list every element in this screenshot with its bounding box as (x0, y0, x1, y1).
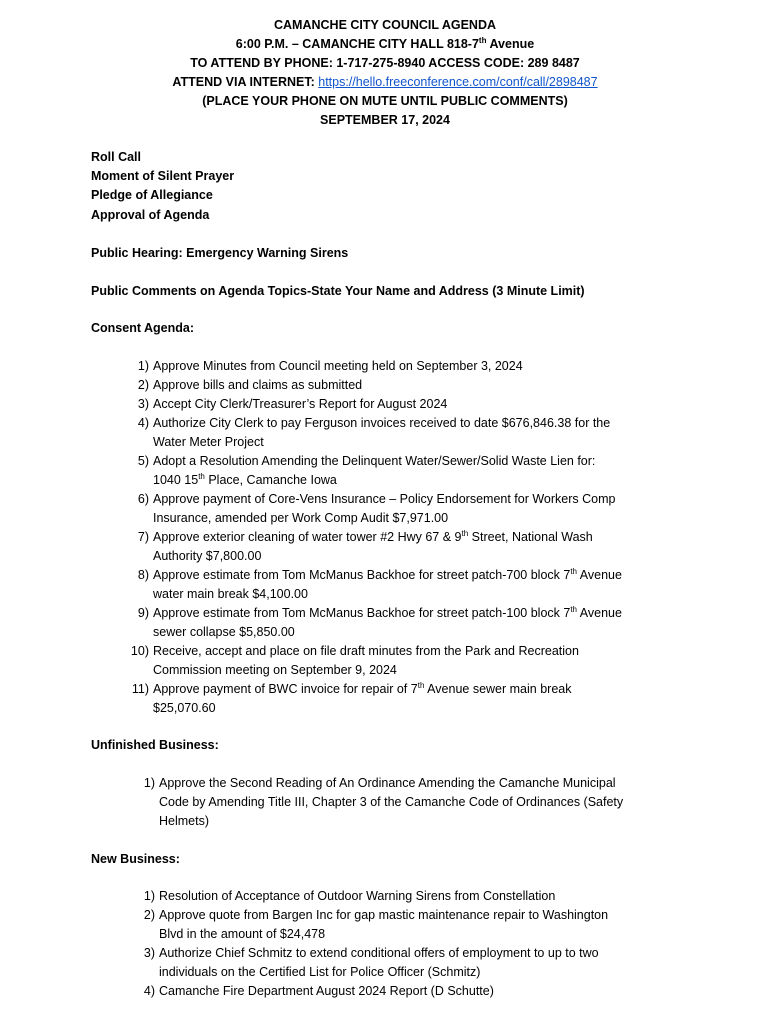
list-item (91, 944, 691, 982)
item-text (159, 944, 691, 982)
item-line: individuals on the Certified List for Police Officer (Schmitz) (159, 965, 481, 979)
list-item (91, 982, 691, 1001)
item-text (159, 774, 691, 831)
item-text (159, 982, 691, 1001)
item-line: Approve exterior cleaning of water tower #2 Hwy 67 & 9th Street, National Wash (153, 528, 593, 544)
item-text (153, 490, 691, 528)
item-number: 6) (137, 492, 149, 506)
list-item (91, 680, 691, 718)
item-text (153, 566, 691, 604)
item-line: Approve quote from Bargen Inc for gap mastic maintenance repair to Washington (159, 908, 609, 922)
item-text (153, 414, 691, 452)
unfinished-business (91, 774, 691, 831)
public-hearing: Public Hearing: Emergency Warning Sirens (91, 246, 349, 260)
item-number: 8) (137, 568, 149, 582)
opening-items (91, 148, 691, 225)
item-line: Authorize Chief Schmitz to extend conditional offers of employment to up to two (159, 946, 599, 960)
consent-agenda (91, 357, 691, 718)
list-item (91, 604, 691, 642)
item-line: Approve Minutes from Council meeting held on September 3, 2024 (153, 359, 523, 373)
item-line: Authority $7,800.00 (153, 549, 262, 563)
item-line: 1040 15th Place, Camanche Iowa (153, 471, 337, 487)
item-line: Blvd in the amount of $24,478 (159, 927, 326, 941)
list-item (91, 452, 691, 490)
conference-link[interactable]: https://hello.freeconference.com/conf/call/2898487 (318, 75, 598, 89)
item-text (159, 887, 691, 906)
item-text (153, 604, 691, 642)
item-line: Insurance, amended per Work Comp Audit $7,971.00 (153, 511, 449, 525)
new-business-heading: New Business: (91, 852, 180, 866)
item-line: water main break $4,100.00 (153, 587, 308, 601)
item-line: sewer collapse $5,850.00 (153, 625, 295, 639)
pledge-of-allegiance: Pledge of Allegiance (91, 188, 213, 203)
item-number: 10) (130, 644, 149, 658)
consent-agenda-heading: Consent Agenda: (91, 321, 195, 335)
internet-access-line (0, 73, 770, 92)
item-line: Accept City Clerk/Treasurer’s Report for August 2024 (153, 397, 448, 411)
item-line: Approve the Second Reading of An Ordinance Amending the Camanche Municipal (159, 776, 616, 790)
item-number: 1) (137, 359, 149, 373)
approval-of-agenda: Approval of Agenda (91, 207, 210, 222)
item-number: 1) (143, 889, 155, 903)
list-item (91, 357, 691, 376)
unfinished-business-heading: Unfinished Business: (91, 738, 219, 752)
item-number: 11) (131, 682, 149, 696)
meeting-time-location: 6:00 P.M. – CAMANCHE CITY HALL 818-7th Avenue (235, 35, 535, 51)
item-line: Code by Amending Title III, Chapter 3 of the Camanche Code of Ordinances (Safety (159, 795, 624, 809)
list-item (91, 642, 691, 680)
list-item (91, 376, 691, 395)
item-line: $25,070.60 (153, 701, 216, 715)
item-number: 9) (137, 606, 149, 620)
item-line: Helmets) (159, 814, 210, 828)
list-item (91, 414, 691, 452)
meeting-date: SEPTEMBER 17, 2024 (320, 113, 450, 127)
consent-agenda-list (91, 357, 691, 718)
item-text (159, 906, 691, 944)
item-line: Water Meter Project (153, 435, 264, 449)
item-text (153, 642, 691, 680)
item-text (153, 452, 691, 490)
item-line: Commission meeting on September 9, 2024 (153, 663, 397, 677)
item-text (153, 376, 691, 395)
phone-access-line: TO ATTEND BY PHONE: 1-717-275-8940 ACCESS CODE: 289 8487 (190, 56, 580, 70)
item-line: Approve bills and claims as submitted (153, 378, 363, 392)
item-number: 4) (143, 984, 155, 998)
item-line: Authorize City Clerk to pay Ferguson invoices received to date $676,846.38 for the (153, 416, 611, 430)
mute-notice: (PLACE YOUR PHONE ON MUTE UNTIL PUBLIC COMMENTS) (202, 94, 568, 108)
item-line: Camanche Fire Department August 2024 Report (D Schutte) (159, 984, 494, 998)
item-line: Adopt a Resolution Amending the Delinquent Water/Sewer/Solid Waste Lien for: (153, 454, 596, 468)
list-item (91, 490, 691, 528)
item-line: Receive, accept and place on file draft minutes from the Park and Recreation (153, 644, 579, 658)
item-number: 3) (143, 946, 155, 960)
item-line: Approve payment of BWC invoice for repair of 7th Avenue sewer main break (153, 680, 572, 696)
item-number: 4) (137, 416, 149, 430)
new-business (91, 887, 691, 1001)
item-number: 1) (143, 776, 155, 790)
item-number: 2) (143, 908, 155, 922)
item-line: Approve estimate from Tom McManus Backhoe for street patch-700 block 7th Avenue (153, 566, 622, 582)
item-text (153, 528, 691, 566)
agenda-header (0, 0, 770, 130)
roll-call: Roll Call (91, 150, 142, 164)
item-number: 2) (137, 378, 149, 392)
internet-label: ATTEND VIA INTERNET: (172, 75, 319, 89)
item-number: 5) (137, 454, 149, 468)
item-number: 3) (137, 397, 149, 411)
new-business-list (91, 887, 691, 1001)
item-text (153, 395, 691, 414)
list-item (91, 528, 691, 566)
list-item (91, 774, 691, 831)
item-number: 7) (137, 530, 149, 544)
item-line: Approve payment of Core-Vens Insurance – Policy Endorsement for Workers Comp (153, 492, 616, 506)
list-item (91, 906, 691, 944)
item-line: Approve estimate from Tom McManus Backhoe for street patch-100 block 7th Avenue (153, 604, 622, 620)
unfinished-business-list (91, 774, 691, 831)
agenda-title: CAMANCHE CITY COUNCIL AGENDA (274, 18, 496, 32)
list-item (91, 887, 691, 906)
item-text (153, 357, 691, 376)
item-text (153, 680, 691, 718)
list-item (91, 566, 691, 604)
moment-of-silent-prayer: Moment of Silent Prayer (91, 169, 235, 184)
item-line: Resolution of Acceptance of Outdoor Warning Sirens from Constellation (159, 889, 556, 903)
public-comments: Public Comments on Agenda Topics-State Your Name and Address (3 Minute Limit) (91, 284, 585, 298)
list-item (91, 395, 691, 414)
